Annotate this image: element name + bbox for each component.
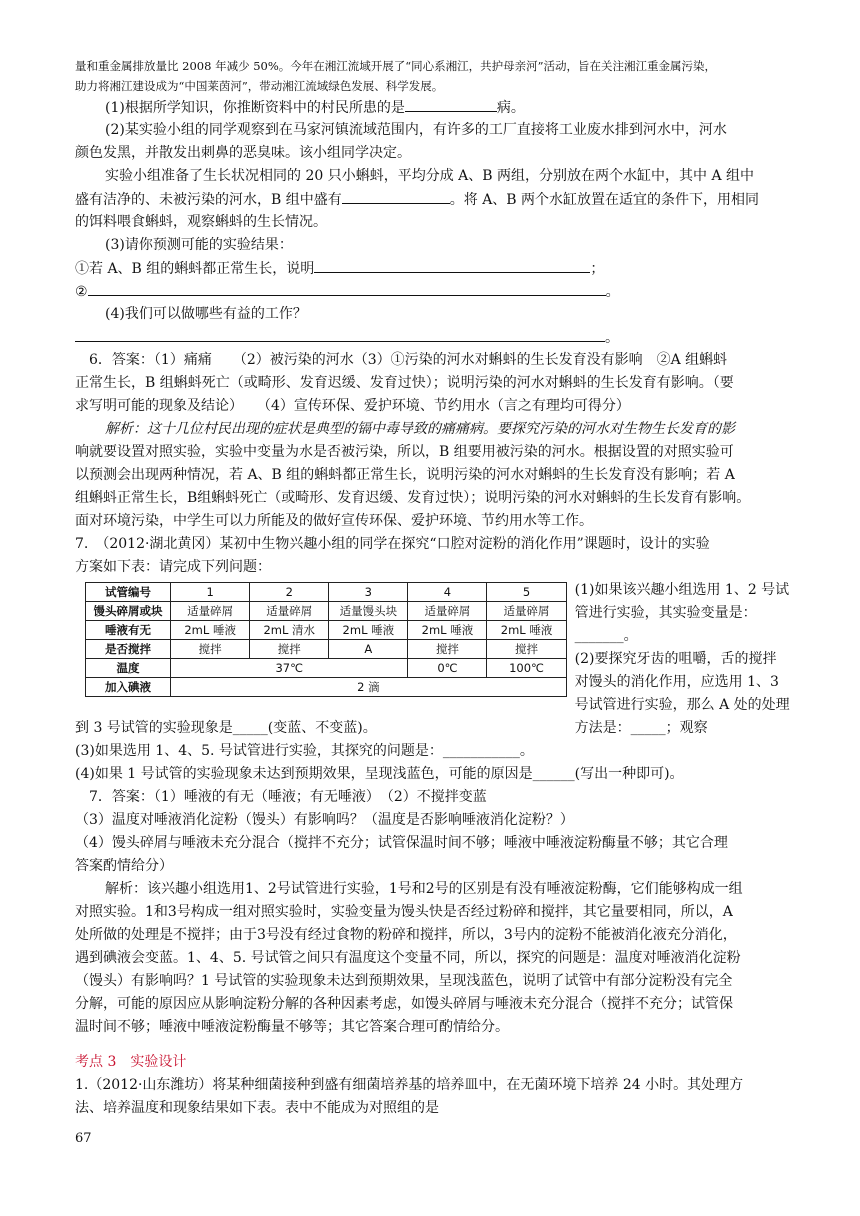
sub-question-4: (4)如果 1 号试管的实验现象未达到预期效果，呈现浅蓝色，可能的原因是______(写出一种即可)。 [75, 766, 684, 782]
question-1-new: 1.（2012·山东潍坊）将某种细菌接种到盛有细菌培养基的培养皿中，在无菌环境下培养 24 小时。其处理方 [75, 1077, 744, 1093]
text-line: 响就要设置对照实验，实验中变量为水是否被污染，所以，B 组要用被污染的河水。根据设置的对照实验可 [75, 444, 734, 460]
text-line: 的饵料喂食蝌蚪，观察蝌蚪的生长情况。 [75, 214, 327, 230]
table-cell: 搅拌 [250, 640, 329, 659]
spacer [75, 1039, 790, 1051]
table-cell: 2mL 清水 [250, 621, 329, 640]
table-header: 试管编号 [86, 583, 171, 602]
answer-blank [88, 280, 606, 296]
question-2: (2)某实验小组的同学观察到在马家河镇流域范围内，有许多的工厂直接将工业废水排到河水中，河水 [105, 122, 727, 138]
table-header: 馒头碎屑或块 [86, 602, 171, 621]
table-cell: 3 [329, 583, 408, 602]
table-cell: 37℃ [171, 659, 408, 678]
table-header: 加入碘液 [86, 678, 171, 697]
text-line: 方案如下表：请完成下列问题： [75, 559, 271, 575]
sub-question-3: (3)如果选用 1、4、5. 号试管进行实验，其探究的问题是：___________。 [75, 743, 534, 759]
table-cell: A [329, 640, 408, 659]
question-3: (3)请你预测可能的实验结果： [105, 237, 293, 253]
table-cell: 2 [250, 583, 329, 602]
table-cell: 0℃ [408, 659, 487, 678]
sub-question-2: (2)要探究牙齿的咀嚼，舌的搅拌对馒头的消化作用，应选用 1、3 号试管进行实验，那么 A 处的处理方法是：_____；观察 [574, 651, 790, 736]
text-line: 温时间不够；唾液中唾液淀粉酶量不够等；其它答案合理可酌情给分。 [75, 1019, 509, 1035]
text-line: 对照实验。1和3号构成一组对照实验时，实验变量为馒头快是否经过粉碎和搅拌，其它量要相同，所以，A [75, 904, 733, 920]
question-7: 7. （2012·湖北黄冈）某初中生物兴趣小组的同学在探究“口腔对淀粉的消化作用”课题时，设计的实验 [75, 536, 710, 552]
text-line: 处所做的处理是不搅拌；由于3号没有经过食物的粉碎和搅拌，所以，3号内的淀粉不能被消化液充分消化， [75, 927, 737, 943]
text-line: 组蝌蚪正常生长，B组蝌蚪死亡（或畸形、发育迟缓、发育过快）；说明污染的河水对蝌蚪的生长发育有影响。 [75, 490, 751, 506]
text-line: ② 。 [75, 280, 790, 303]
table-cell: 100℃ [487, 659, 566, 678]
text-line: 助力将湘江建设成为“中国莱茵河”，带动湘江流域绿色发展、科学发展。 [75, 79, 444, 93]
text-line: 面对环境污染，中学生可以力所能及的做好宣传环保、爱护环境、节约用水等工作。 [75, 513, 593, 529]
text-line: 答案酌情给分） [75, 858, 173, 874]
table-cell: 2mL 唾液 [487, 621, 566, 640]
text-line: 盛有洁净的、未被污染的河水，B 组中盛有 。将 A、B 两个水缸放置在适宜的条件下，用相同 [75, 188, 790, 211]
text-line: 颜色发黑，并散发出刺鼻的恶臭味。该小组同学决定。 [75, 145, 411, 161]
analysis-7: 解析：该兴趣小组选用1、2号试管进行实验，1号和2号的区别是有没有唾液淀粉酶，它们能够构成一组 [105, 881, 743, 897]
table-cell: 搅拌 [487, 640, 566, 659]
text-line: （3）温度对唾液消化淀粉（馒头）有影响吗？（温度是否影响唾液消化淀粉？） [75, 812, 574, 828]
table-cell: 4 [408, 583, 487, 602]
answer-blank [75, 326, 605, 342]
experiment-table [85, 582, 567, 697]
section-title: 考点 3 实验设计 [75, 1054, 187, 1070]
table-cell: 2 滴 [171, 678, 567, 697]
table-cell: 2mL 唾液 [408, 621, 487, 640]
text-line: （馒头）有影响吗？1 号试管的实验现象未达到预期效果，呈现浅蓝色，说明了试管中有部分淀粉没有完全 [75, 973, 733, 989]
table-cell: 适量碎屑 [487, 602, 566, 621]
sub-question-1: (1)如果该兴趣小组选用 1、2 号试管进行实验，其实验变量是：_______。 [574, 582, 790, 644]
text-line: 分解，可能的原因应从影响淀粉分解的各种因素考虑，如馒头碎屑与唾液未充分混合（搅拌不充分；试管保 [75, 996, 733, 1012]
page-number: 67 [75, 1131, 92, 1146]
table-cell: 1 [171, 583, 250, 602]
document-page [75, 56, 790, 1120]
table-cell: 适量碎屑 [171, 602, 250, 621]
text-line: 。 [75, 326, 790, 349]
answer-6: 6．答案：（1）痛痛 （2）被污染的河水（3）①污染的河水对蝌蚪的生长发育没有影响 ②A 组蝌蚪 [89, 352, 728, 368]
text-line: 遇到碘液会变蓝。1、4、5. 号试管之间只有温度这个变量不同，所以，探究的问题是：温度对唾液消化淀粉 [75, 950, 741, 966]
table-cell: 搅拌 [171, 640, 250, 659]
text-line: 到 3 号试管的实验现象是_____(变蓝、不变蓝)。 [75, 720, 377, 736]
answer-blank [342, 188, 450, 204]
text-line: 实验小组准备了生长状况相同的 20 只小蝌蚪，平均分成 A、B 两组，分别放在两个水缸中，其中 A 组中 [105, 168, 755, 184]
text-line: ①若 A、B 组的蝌蚪都正常生长，说明 ； [75, 257, 790, 280]
table-cell: 搅拌 [408, 640, 487, 659]
table-cell: 2mL 唾液 [171, 621, 250, 640]
table-header: 是否搅拌 [86, 640, 171, 659]
answer-blank [405, 96, 497, 112]
table-cell: 适量碎屑 [408, 602, 487, 621]
analysis-6: 解析：这十几位村民出现的症状是典型的镉中毒导致的痛痛病。要探究污染的河水对生物生长发育的影 [105, 421, 735, 437]
table-header: 唾液有无 [86, 621, 171, 640]
table-cell: 适量碎屑 [250, 602, 329, 621]
question-1: (1)根据所学知识，你推断资料中的村民所患的是 病。 [75, 96, 790, 119]
table-header: 温度 [86, 659, 171, 678]
question-4: (4)我们可以做哪些有益的工作？ [105, 306, 307, 322]
table-cell: 适量馒头块 [329, 602, 408, 621]
table-cell: 2mL 唾液 [329, 621, 408, 640]
text-line: 量和重金属排放量比 2008 年减少 50%。今年在湘江流域开展了“同心系湘江，共护母亲河”活动，旨在关注湘江重金属污染， [75, 59, 717, 73]
text-line: 法、培养温度和现象结果如下表。表中不能成为对照组的是 [75, 1100, 439, 1116]
side-questions [575, 579, 790, 740]
text-line: 以预测会出现两种情况，若 A、B 组的蝌蚪都正常生长，说明污染的河水对蝌蚪的生长发育没有影响；若 A [75, 467, 735, 483]
answer-blank [314, 257, 590, 273]
text-line: 正常生长，B 组蝌蚪死亡（或畸形、发育迟缓、发育过快）；说明污染的河水对蝌蚪的生长发育有影响。（要 [75, 375, 734, 391]
table-cell: 5 [487, 583, 566, 602]
text-line: 求写明可能的现象及结论） （4）宣传环保、爱护环境、节约用水（言之有理均可得分） [75, 398, 630, 414]
answer-7: 7．答案：（1）唾液的有无（唾液；有无唾液） （2）不搅拌变蓝 [89, 789, 487, 805]
text-line: （4）馒头碎屑与唾液未充分混合（搅拌不充分；试管保温时间不够；唾液中唾液淀粉酶量不够；其它合理 [75, 835, 728, 851]
